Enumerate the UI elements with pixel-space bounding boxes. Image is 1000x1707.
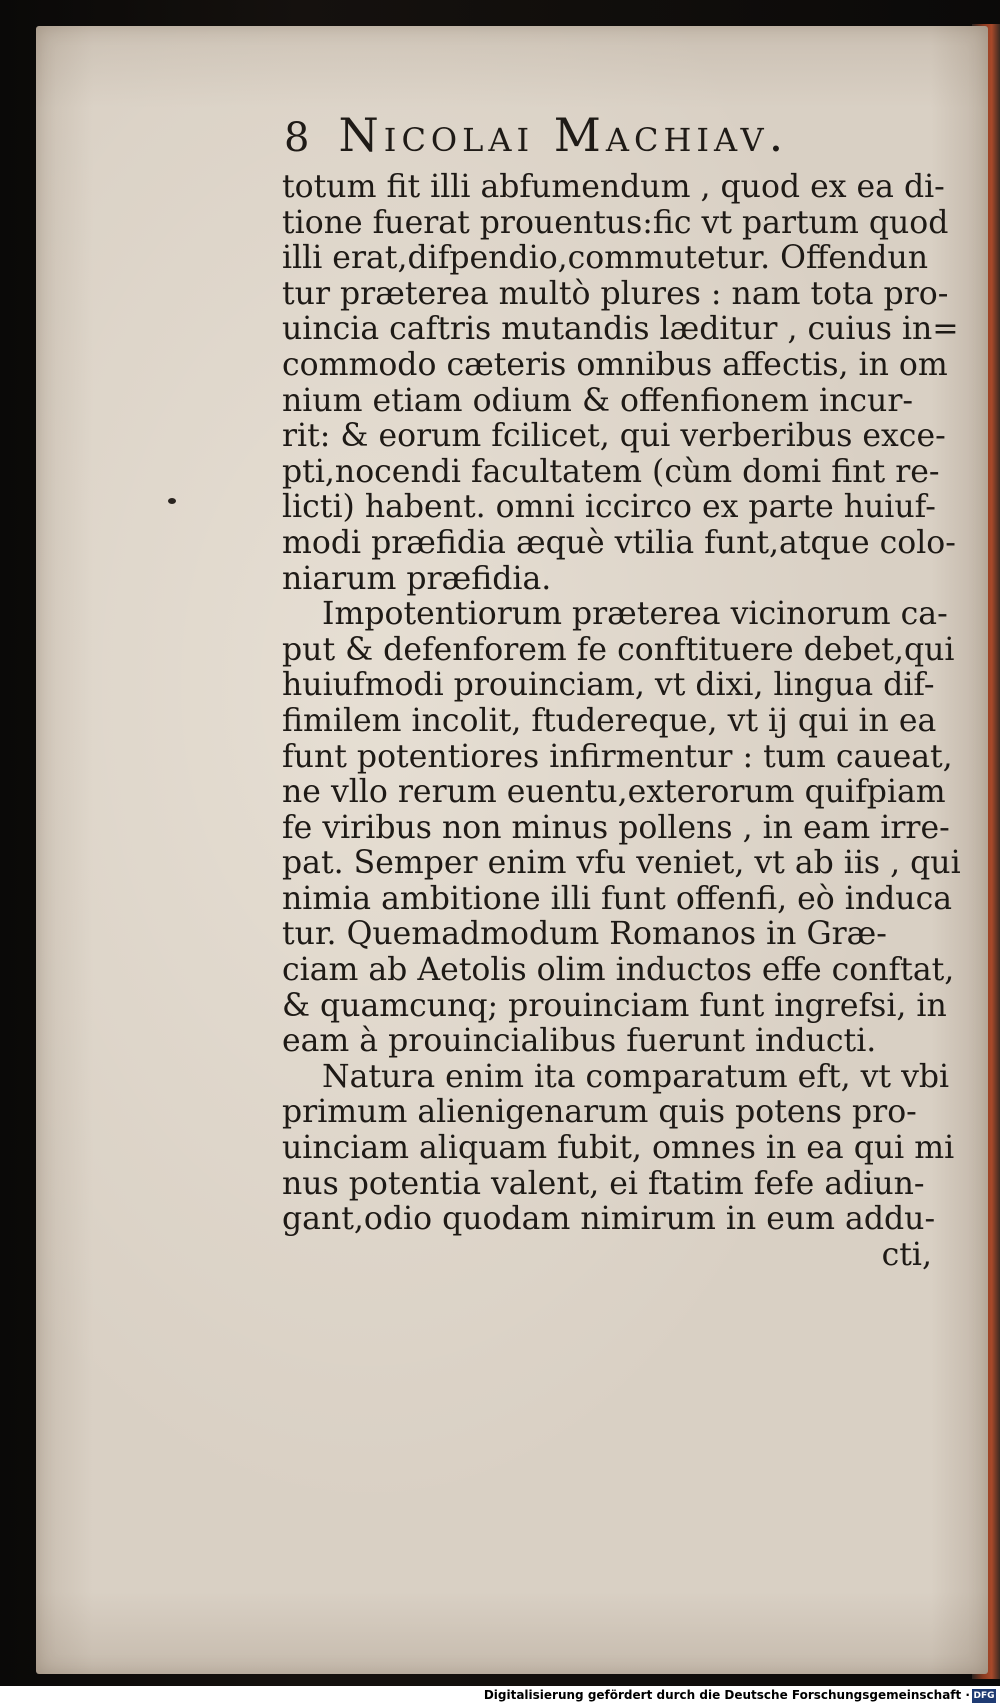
text-line: licti) habent. omni iccirco ex parte huiuf- (282, 489, 936, 526)
paragraph-start-line: Impotentiorum præterea vicinorum ca- (322, 596, 948, 633)
text-line: pat. Semper enim vfu veniet, vt ab iis , qui (282, 845, 961, 882)
funding-credit: Digitalisierung gefördert durch die Deutsche Forschungsgemeinschaft · (483, 1688, 970, 1702)
text-line: funt potentiores infirmentur : tum caueat, (282, 738, 953, 775)
text-line: commodo cæteris omnibus affectis, in om (282, 346, 948, 383)
text-line: nium etiam odium & offenfionem incur- (282, 382, 914, 419)
ink-speck (168, 498, 176, 504)
text-line: pti,nocendi facultatem (cùm domi fint re- (282, 453, 940, 490)
text-line: rit: & eorum fcilicet, qui verberibus exce- (282, 418, 946, 455)
catchword: cti, (881, 1236, 932, 1273)
text-line: nimia ambitione illi funt offenfi, eò induca (282, 880, 953, 917)
text-line: gant,odio quodam nimirum in eum addu- (282, 1201, 936, 1238)
text-line: illi erat,difpendio,commutetur. Offendun (282, 240, 929, 277)
text-line: eam à prouincialibus fuerunt inducti. (282, 1023, 877, 1060)
text-line: tur præterea multò plures : nam tota pro- (282, 275, 949, 312)
dfg-logo: DFG (973, 1691, 995, 1701)
text-line: tione fuerat prouentus:fic vt partum quod (282, 204, 949, 241)
text-line: nus potentia valent, ei ftatim fefe adiun- (282, 1165, 925, 1202)
text-line: primum alienigenarum quis potens pro- (282, 1094, 917, 1131)
text-line: & quamcunq; prouinciam funt ingrefsi, in (282, 987, 947, 1024)
text-line: totum fit illi abfumendum , quod ex ea di- (282, 169, 945, 205)
text-line: uincia caftris mutandis læditur , cuius in= (282, 311, 959, 348)
paragraph-start-line: Natura enim ita comparatum eft, vt vbi (322, 1058, 950, 1095)
text-line: fe viribus non minus pollens , in eam irre- (282, 809, 950, 846)
text-line: tur. Quemadmodum Romanos in Græ- (282, 916, 887, 953)
body-text (282, 169, 961, 1273)
text-line: uinciam aliquam fubit, omnes in ea qui mi (282, 1130, 955, 1167)
page-number: 8 (284, 115, 310, 161)
text-line: ciam ab Aetolis olim inductos effe conftat, (282, 952, 955, 989)
text-line: huiufmodi prouinciam, vt dixi, lingua dif- (282, 667, 935, 704)
text-line: modi præfidia æquè vtilia funt,atque colo- (282, 524, 956, 561)
text-line: niarum præfidia. (282, 560, 552, 597)
text-line: put & defenforem fe conftituere debet,qui (282, 631, 955, 668)
digitization-footer (0, 1686, 1000, 1707)
text-line: ne vllo rerum euentu,exterorum quifpiam (282, 774, 946, 811)
text-line: fimilem incolit, ftudereque, vt ij qui in ea (282, 702, 937, 739)
running-title: Nicolai Machiav. (338, 108, 789, 162)
page-header (284, 108, 924, 168)
